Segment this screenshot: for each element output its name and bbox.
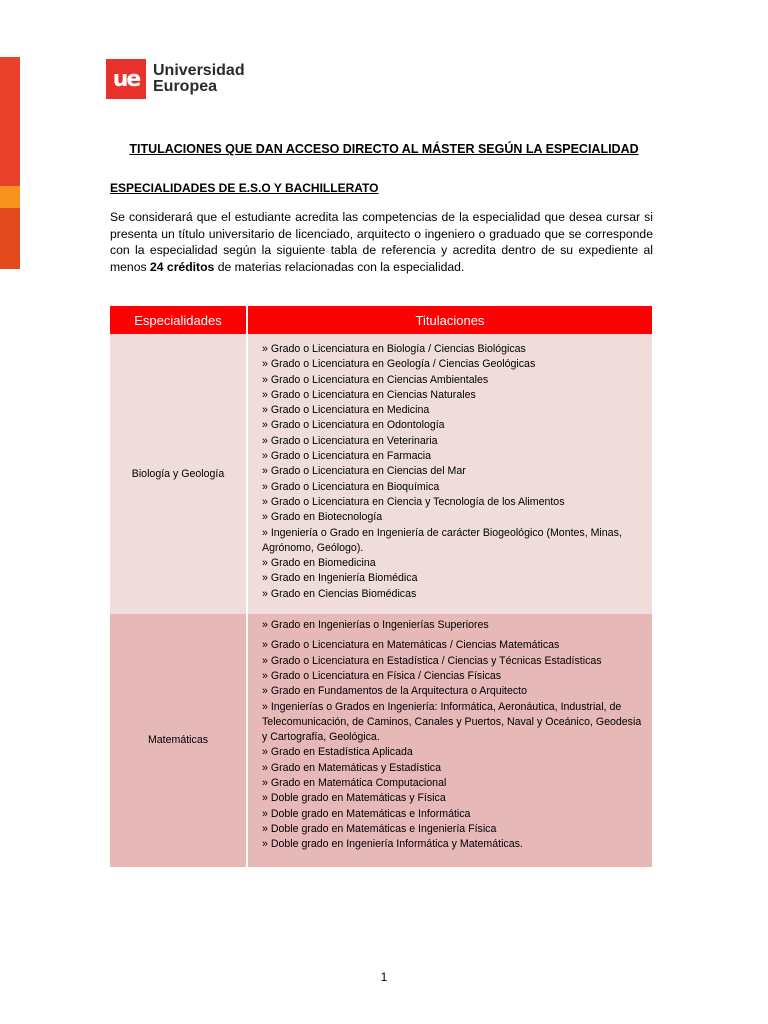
list-item: » Grado o Licenciatura en Ciencias Naturales [262,388,476,401]
list-item: » Grado o Licenciatura en Ciencias del Mar [262,465,466,478]
list-item: » Grado o Licenciatura en Geología / Ciencias Geológicas [262,358,536,371]
list-item: » Doble grado en Matemáticas y Física [262,792,446,805]
list-item: » Grado en Biotecnología [262,511,383,524]
list-item: » Grado o Licenciatura en Farmacia [262,450,431,463]
list-item: » Grado o Licenciatura en Ciencias Ambientales [262,373,489,386]
header-titulaciones: Titulaciones [247,306,652,334]
titulaciones-cell [247,334,652,614]
intro-text-before: Se considerará que el estudiante acredita las competencias de la especialidad que desea cursar si presenta un título universitario de licenciado, arquitecto o ingeniero o graduado que se corresponde con la especialidad según la siguiente tabla de referencia y acredita dentro de su expediente al menos [110,210,653,274]
header-especialidades: Especialidades [110,306,247,334]
list-item: » Doble grado en Matemáticas e Informática [262,807,471,820]
list-item: » Grado en Estadística Aplicada [262,746,413,759]
document-title: TITULACIONES QUE DAN ACCESO DIRECTO AL MÁSTER SEGÚN LA ESPECIALIDAD [129,142,639,156]
titulaciones-cell [247,614,652,866]
list-item: » Grado o Licenciatura en Matemáticas / Ciencias Matemáticas [262,639,560,652]
list-item: » Grado o Licenciatura en Veterinaria [262,434,438,447]
especialidad-cell: Biología y Geología [110,334,247,614]
logo-mark: ue [106,59,146,99]
page-number: 1 [380,970,388,984]
list-item: » Grado en Ingenierías o Ingenierías Superiores [262,619,489,632]
list-item: » Grado en Matemáticas y Estadística [262,761,441,774]
list-item: » Grado o Licenciatura en Ciencia y Tecnología de los Alimentos [262,495,565,508]
intro-credits: 24 créditos [149,259,215,274]
list-item: » Grado o Licenciatura en Bioquímica [262,480,440,493]
list-item: » Grado en Biomedicina [262,557,376,570]
table-header-row [110,306,652,334]
list-item: » Grado o Licenciatura en Biología / Ciencias Biológicas [262,343,526,355]
list-item: » Grado o Licenciatura en Medicina [262,404,430,417]
university-logo [106,59,245,99]
list-item: » Doble grado en Ingeniería Informática y Matemáticas. [262,838,523,851]
list-item: » Grado o Licenciatura en Física / Ciencias Físicas [262,669,502,682]
side-accent-orange [0,186,20,208]
logo-line-2: Europea [153,78,218,95]
list-item: » Ingeniería o Grado en Ingeniería de carácter Biogeológico (Montes, Minas, Agrónomo, Geólogo). [262,526,622,554]
logo-text [153,63,245,95]
list-item: » Ingenierías o Grados en Ingeniería: Informática, Aeronáutica, Industrial, de Telecomunicación, de Caminos, Canales y Puertos, Naval y Oceánico, Geodesia y Cartografía, Geológica. [262,700,642,744]
specialties-table [110,306,652,867]
list-item: » Doble grado en Matemáticas e Ingeniería Física [262,822,497,835]
list-item: » Grado o Licenciatura en Estadística / Ciencias y Técnicas Estadísticas [262,654,602,667]
side-accent-red [0,57,20,186]
list-item: » Grado en Matemática Computacional [262,777,447,790]
table-row-matematicas [110,614,652,866]
list-item: » Grado en Ciencias Biomédicas [262,587,417,600]
side-accent-dark-orange [0,208,20,269]
especialidad-cell: Matemáticas [110,614,247,866]
section-subtitle: ESPECIALIDADES DE E.S.O Y BACHILLERATO [110,181,379,195]
intro-text-after: de materias relacionadas con la especialidad. [214,259,465,274]
list-item: » Grado en Ingeniería Biomédica [262,572,418,585]
list-item: » Grado en Fundamentos de la Arquitectura o Arquitecto [262,685,528,698]
list-item: » Grado o Licenciatura en Odontología [262,419,445,432]
logo-line-1: Universidad [153,62,245,79]
intro-paragraph [110,209,653,275]
table-row-biologia [110,334,652,614]
